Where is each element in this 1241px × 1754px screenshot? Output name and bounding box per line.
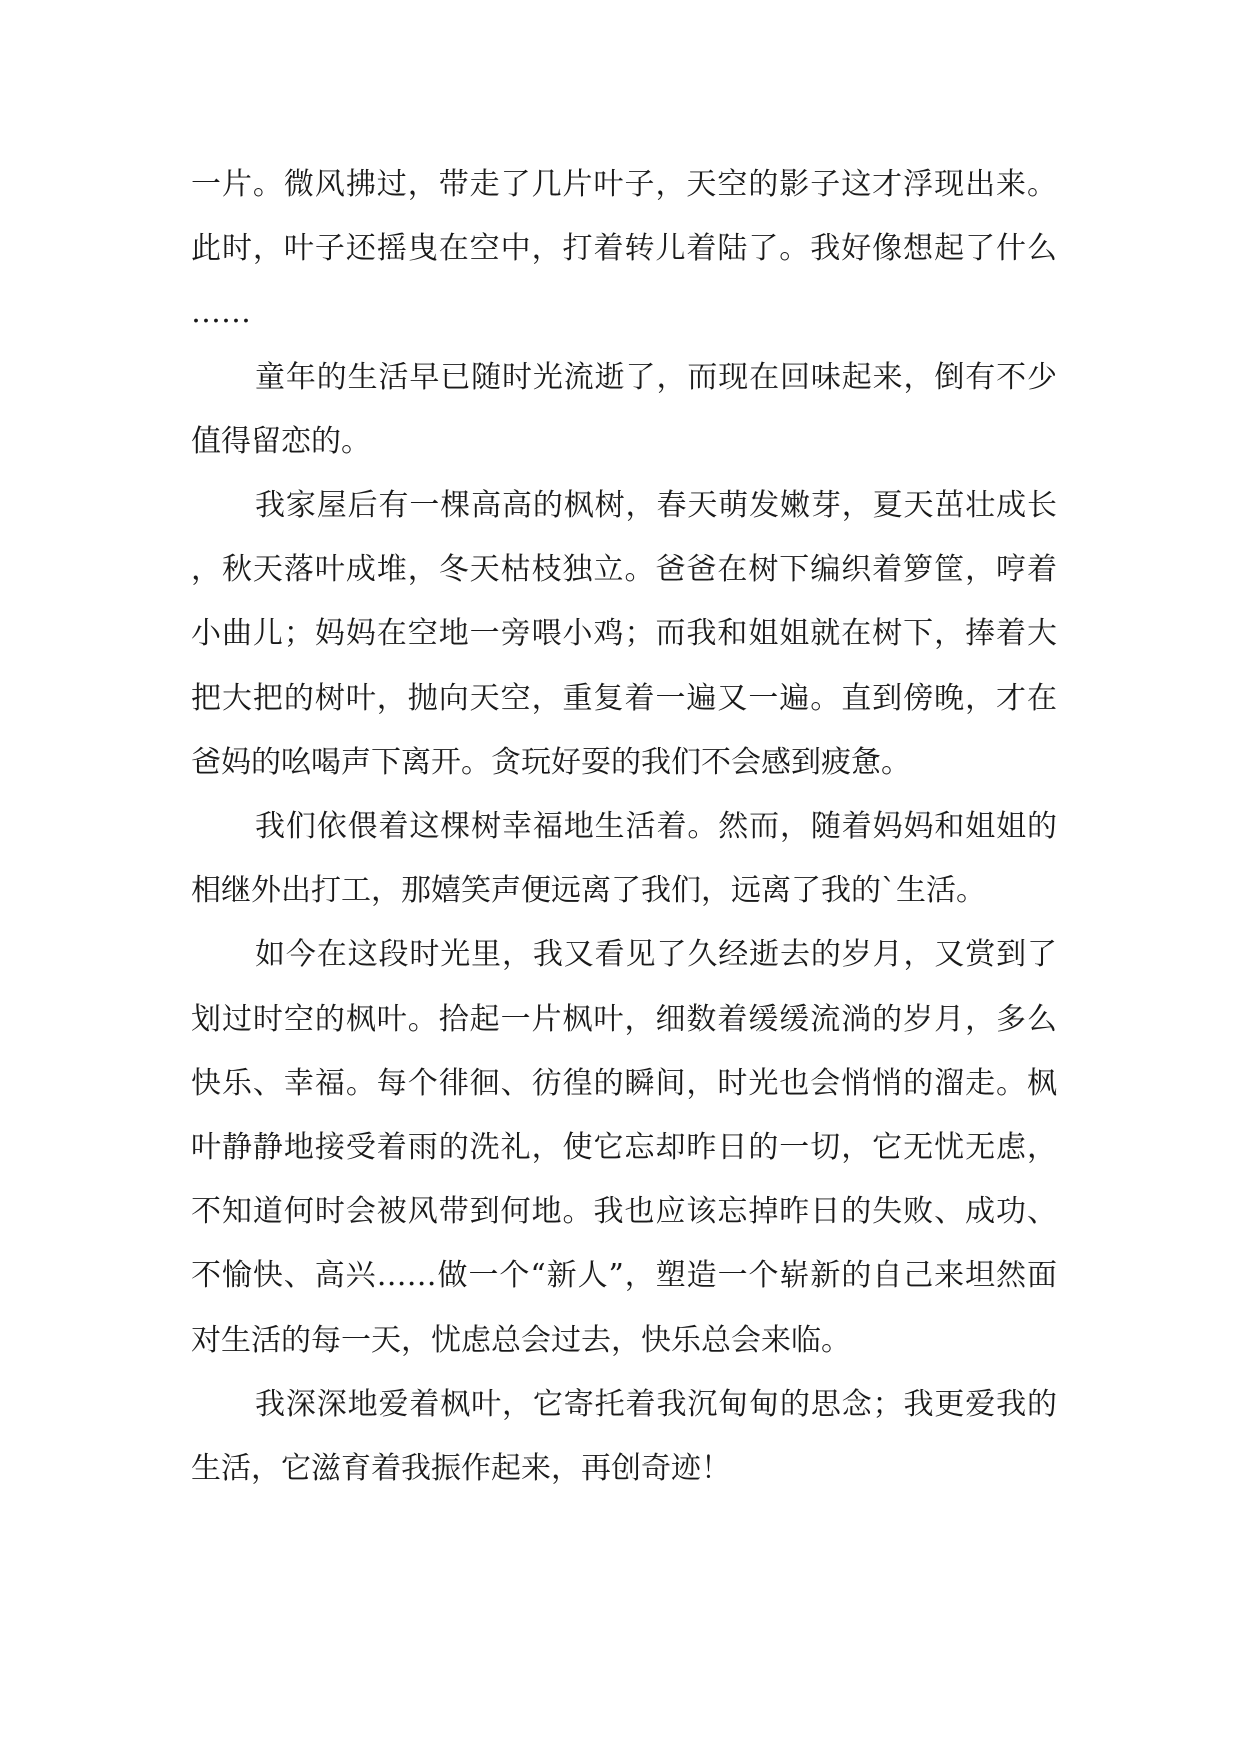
- paragraph-1: 一片。微风拂过，带走了几片叶子，天空的影子这才浮现出来。此时，叶子还摇曳在空中，打着转儿着陆了。我好像想起了什么……: [191, 167, 1057, 331]
- document-body: [191, 153, 1057, 1501]
- paragraph-5: 如今在这段时光里，我又看见了久经逝去的岁月，又赏到了划过时空的枫叶。拾起一片枫叶，细数着缓缓流淌的岁月，多么快乐、幸福。每个徘徊、彷徨的瞬间，时光也会悄悄的溜走。枫叶静静地接受着雨的洗礼，使它忘却昨日的一切，它无忧无虑，不知道何时会被风带到何地。我也应该忘掉昨日的失败、成功、不愉快、高兴……做一个“新人”，塑造一个崭新的自己来坦然面对生活的每一天，忧虑总会过去，快乐总会来临。: [191, 937, 1057, 1358]
- paragraph-6: 我深深地爱着枫叶，它寄托着我沉甸甸的思念；我更爱我的生活，它滋育着我振作起来，再创奇迹！: [191, 1386, 1057, 1487]
- paragraph-2: 童年的生活早已随时光流逝了，而现在回味起来，倒有不少值得留恋的。: [191, 359, 1057, 459]
- paragraph-4: 我们依偎着这棵树幸福地生活着。然而，随着妈妈和姐姐的相继外出打工，那嬉笑声便远离了我们，远离了我的`生活。: [191, 809, 1057, 909]
- paragraph-3: 我家屋后有一棵高高的枫树，春天萌发嫩芽，夏天茁壮成长，秋天落叶成堆，冬天枯枝独立。爸爸在树下编织着箩筐，哼着小曲儿；妈妈在空地一旁喂小鸡；而我和姐姐就在树下，捧着大把大把的树叶，抛向天空，重复着一遍又一遍。直到傍晚，才在爸妈的吆喝声下离开。贪玩好耍的我们不会感到疲惫。: [191, 488, 1057, 780]
